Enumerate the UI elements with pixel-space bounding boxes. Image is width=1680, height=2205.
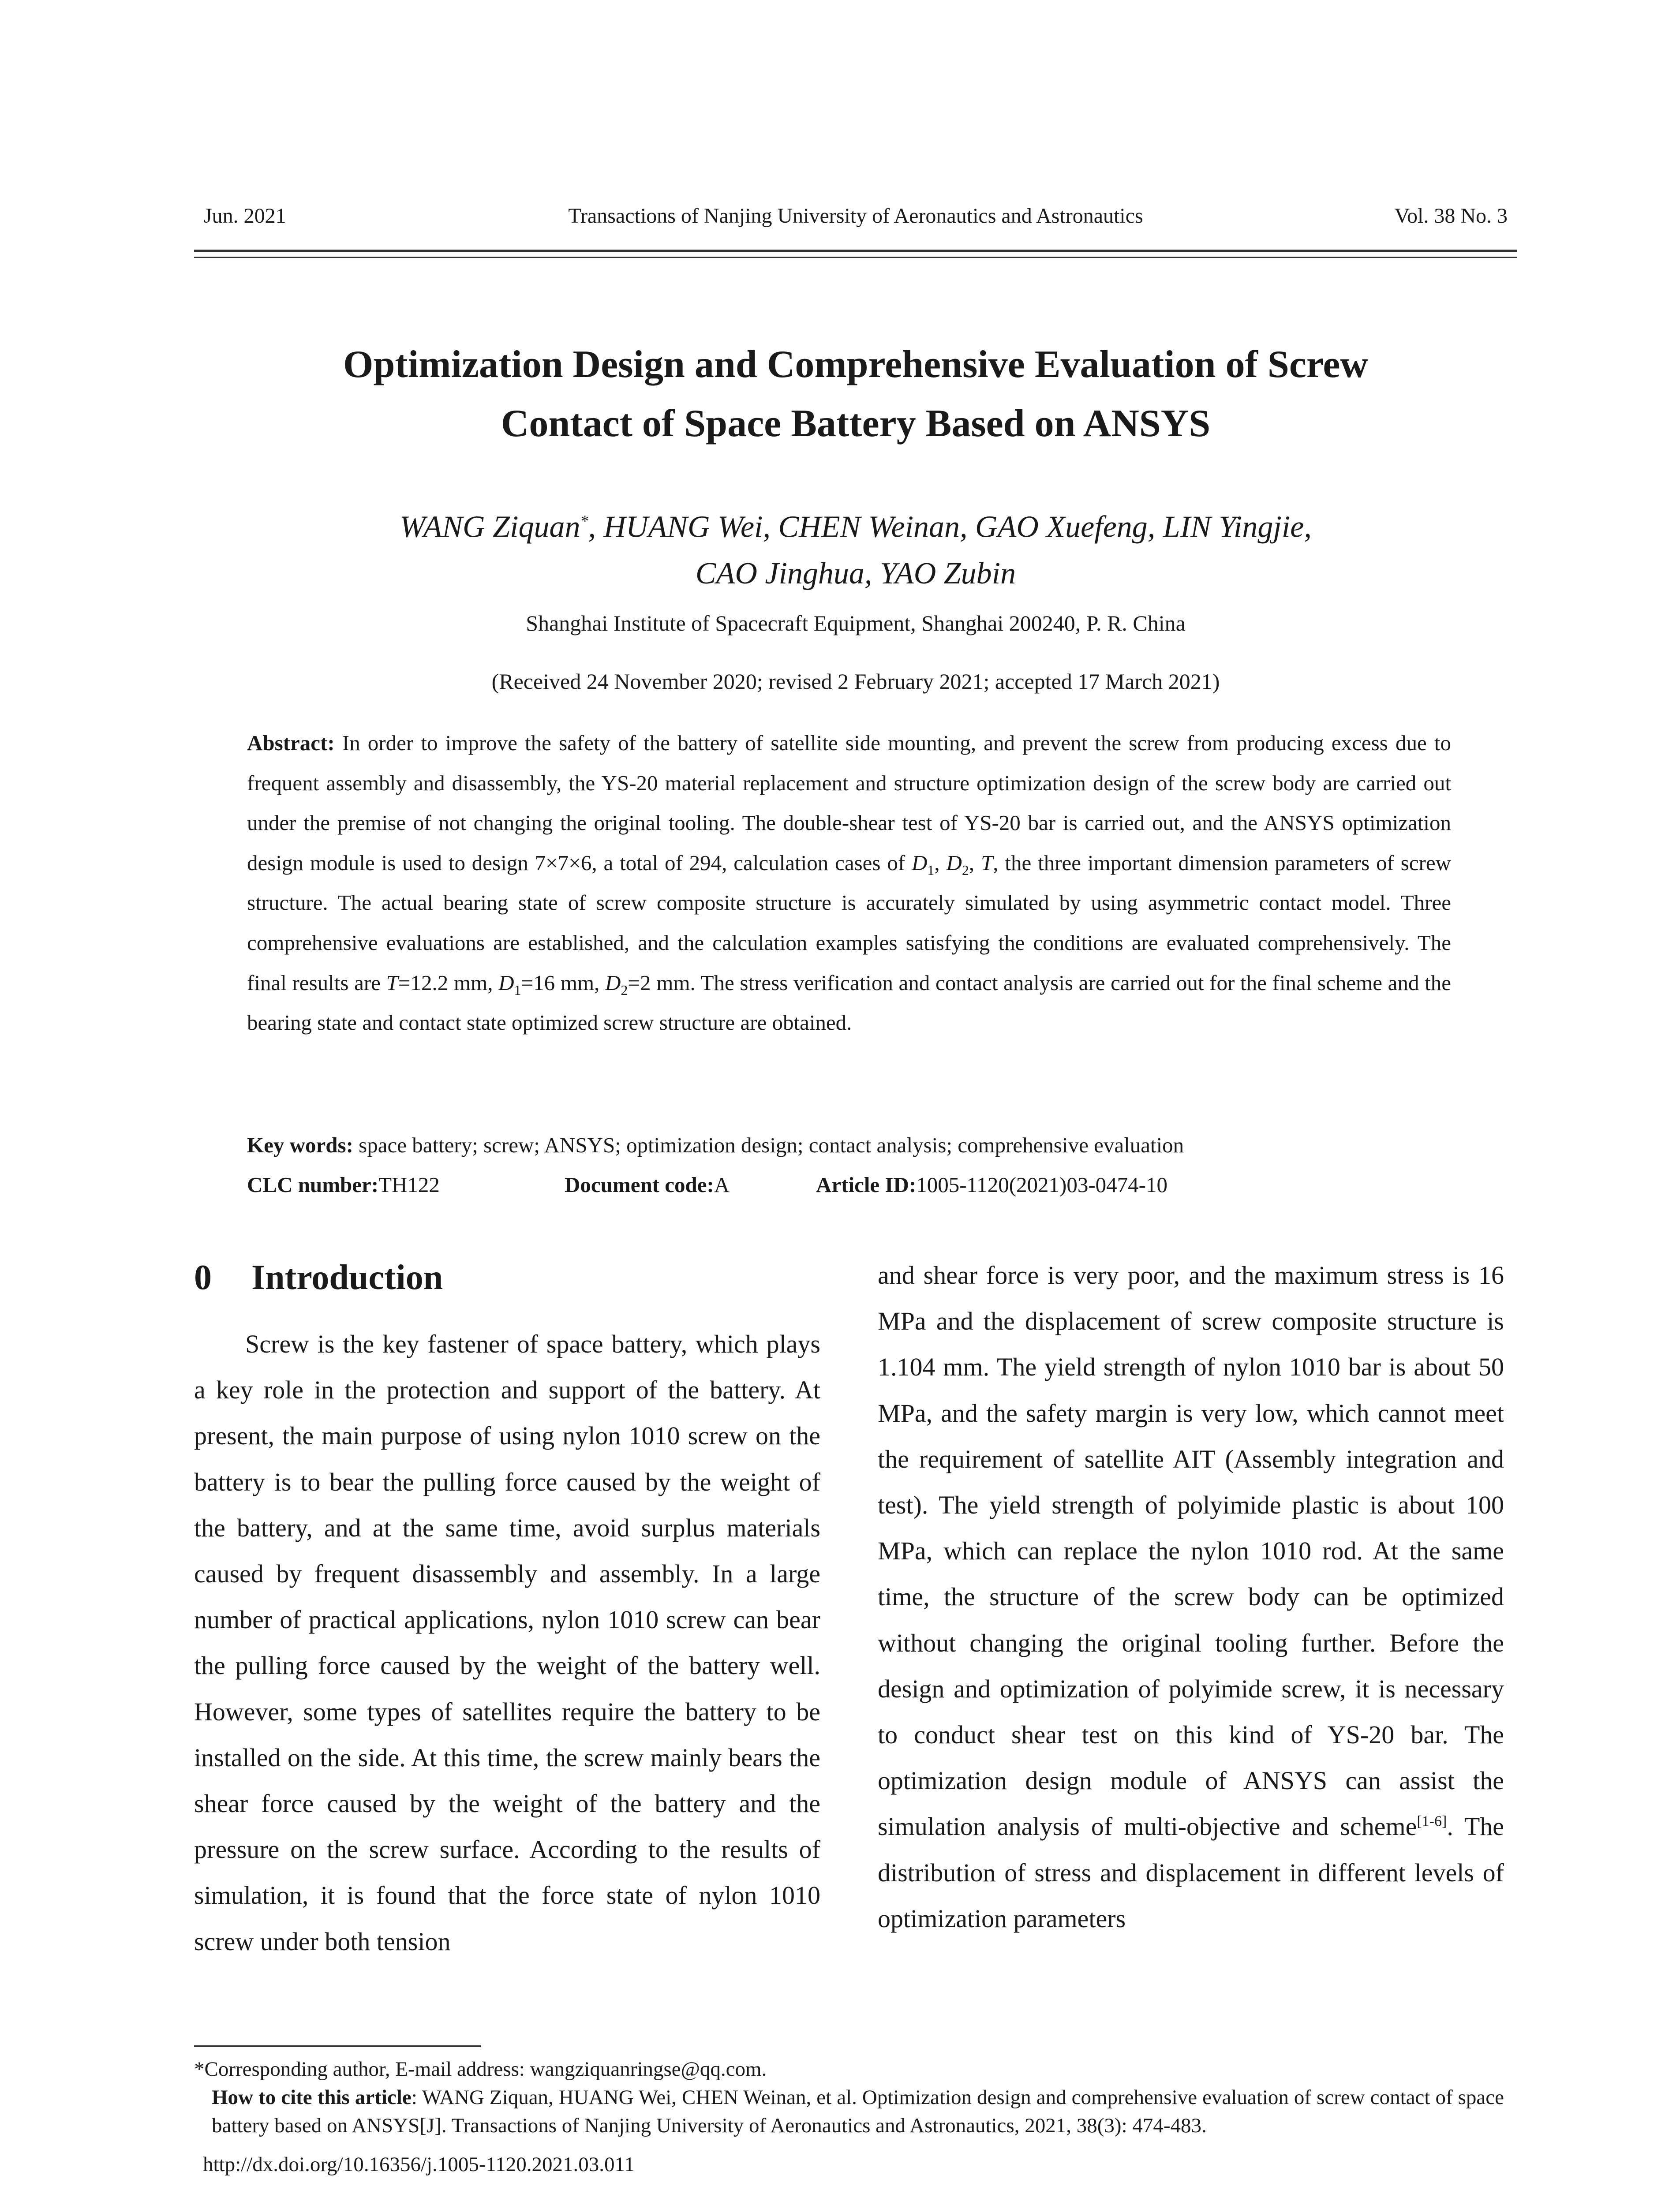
author-line-1-rest: , HUANG Wei, CHEN Weinan, GAO Xuefeng, LIN Yingjie, (588, 510, 1312, 544)
corresponding-author-note: *Corresponding author, E-mail address: wangziquanringse@qq.com. (194, 2058, 767, 2081)
var-t: T (386, 970, 398, 995)
result-d2: =2 mm (628, 970, 690, 995)
footnotes (194, 2055, 1504, 2179)
header-rule-thin (194, 257, 1517, 258)
abstract-text-1: In order to improve the safety of the battery of satellite side mounting, and prevent the screw from producing excess due to frequent assembly and disassembly, the YS-20 material replacement and structure optimization design of the screw body are carried out under the premise of not changing the original tooling. The double-shear test of YS-20 bar is carried out, and the ANSYS optimization design module is used to design 7×7×6, a total of 294, calculation cases of (247, 731, 1451, 875)
document-code-label: Document code: (565, 1173, 714, 1197)
issue-date: Jun. 2021 (204, 204, 286, 228)
document-code-value: A (714, 1173, 730, 1197)
citation-text: : WANG Ziquan, HUANG Wei, CHEN Weinan, et al. Optimization design and comprehensive evaluation of screw contact of space battery based on ANSYS[J]. Transactions of Nanjing University of Aeronautics and Astronautics, 2021, 38(3): 474-483. (212, 2086, 1504, 2137)
var-t: T (981, 850, 993, 875)
affiliation: Shanghai Institute of Spacecraft Equipment, Shanghai 200240, P. R. China (526, 611, 1186, 635)
abstract-label: Abstract: (247, 731, 335, 755)
body-right-text-2: . The distribution of stress and displacement in different levels of optimization parameters (878, 1812, 1504, 1933)
body-right-text-1: and shear force is very poor, and the maximum stress is 16 MPa and the displacement of screw composite structure is 1.104 mm. The yield strength of nylon 1010 bar is about 50 MPa, and the safety margin is very low, which cannot meet the requirement of satellite AIT (Assembly integration and test). The yield strength of polyimide plastic is about 100 MPa, which can replace the nylon 1010 rod. At the same time, the structure of the screw body can be optimized without changing the original tooling further. Before the design and optimization of polyimide screw, it is necessary to conduct shear test on this kind of YS-20 bar. The optimization design module of ANSYS can assist the simulation analysis of multi-objective and scheme (878, 1261, 1504, 1841)
var-d: D (498, 970, 514, 995)
document-code (565, 1165, 816, 1205)
author-line-2: CAO Jinghua, YAO Zubin (695, 557, 1016, 591)
section-title: Introduction (251, 1258, 443, 1297)
article-id (816, 1165, 1167, 1205)
journal-name: Transactions of Nanjing University of Aeronautics and Astronautics (568, 204, 1143, 228)
result-d1: =16 mm, (521, 970, 606, 995)
doi-link[interactable]: http://dx.doi.org/10.16356/j.1005-1120.2021.03.011 (203, 2153, 635, 2176)
article-id-label: Article ID: (816, 1173, 917, 1197)
classification-line (247, 1165, 1451, 1205)
header-rule-thick (194, 250, 1517, 252)
subscript-2: 2 (621, 982, 628, 998)
body-column-right (878, 1252, 1504, 1942)
section-heading (194, 1253, 443, 1302)
var-d: D (912, 850, 928, 875)
subscript-1: 1 (927, 862, 935, 878)
citation-ref: [1-6] (1417, 1813, 1447, 1830)
keywords-text: space battery; screw; ANSYS; optimization design; contact analysis; comprehensive evaluation (353, 1133, 1184, 1157)
abstract-text-2: , the three important dimension parameters of screw structure. The actual bearing state of screw composite structure is accurately simulated by using asymmetric contact model. Three comprehensive evaluations are established, and the calculation examples satisfying the conditions are evaluated comprehensively. The final results are (247, 850, 1452, 995)
title-line-1: Optimization Design and Comprehensive Evaluation of Screw (343, 343, 1368, 386)
clc-label: CLC number: (247, 1173, 379, 1197)
running-head (204, 204, 1508, 235)
volume-number: Vol. 38 No. 3 (1394, 204, 1508, 228)
body-column-left: Screw is the key fastener of space battery, which plays a key role in the protection and support of the battery. At present, the main purpose of using nylon 1010 screw on the battery is to bear the pulling force caused by the weight of the battery, and at the same time, avoid surplus materials caused by frequent disassembly and assembly. In a large number of practical applications, nylon 1010 screw can bear the pulling force caused by the weight of the battery well. However, some types of satellites require the battery to be installed on the side. At this time, the screw mainly bears the shear force caused by the weight of the battery and the pressure on the screw surface. According to the results of simulation, it is found that the force state of nylon 1010 screw under both tension (194, 1330, 820, 1956)
abstract-sep-1: , (934, 850, 947, 875)
article-id-value: 1005-1120(2021)03-0474-10 (916, 1173, 1167, 1197)
subscript-2: 2 (962, 862, 969, 878)
author-first: WANG Ziquan (400, 510, 580, 544)
abstract-text-3: . The stress verification and contact analysis are carried out for the final scheme and the bearing state and contact state optimized screw structure are obtained. (247, 970, 1451, 1035)
abstract (247, 723, 1451, 1043)
received-dates: (Received 24 November 2020; revised 2 February 2021; accepted 17 March 2021) (491, 669, 1220, 694)
result-t: =12.2 mm, (398, 970, 499, 995)
section-number: 0 (194, 1258, 212, 1297)
citation-note (194, 2083, 1504, 2140)
abstract-sep-2: , (969, 850, 981, 875)
keywords-label: Key words: (247, 1133, 353, 1157)
corresponding-mark: * (580, 512, 588, 530)
author-list (194, 497, 1517, 597)
clc-value: TH122 (378, 1173, 440, 1197)
subscript-1: 1 (514, 982, 521, 998)
clc-number (247, 1165, 565, 1205)
title-line-2: Contact of Space Battery Based on ANSYS (501, 402, 1211, 445)
keywords (247, 1125, 1451, 1165)
footnote-rule (194, 2045, 481, 2047)
citation-label: How to cite this article (212, 2086, 412, 2109)
paper-title (194, 335, 1517, 453)
var-d: D (605, 970, 621, 995)
var-d: D (946, 850, 962, 875)
